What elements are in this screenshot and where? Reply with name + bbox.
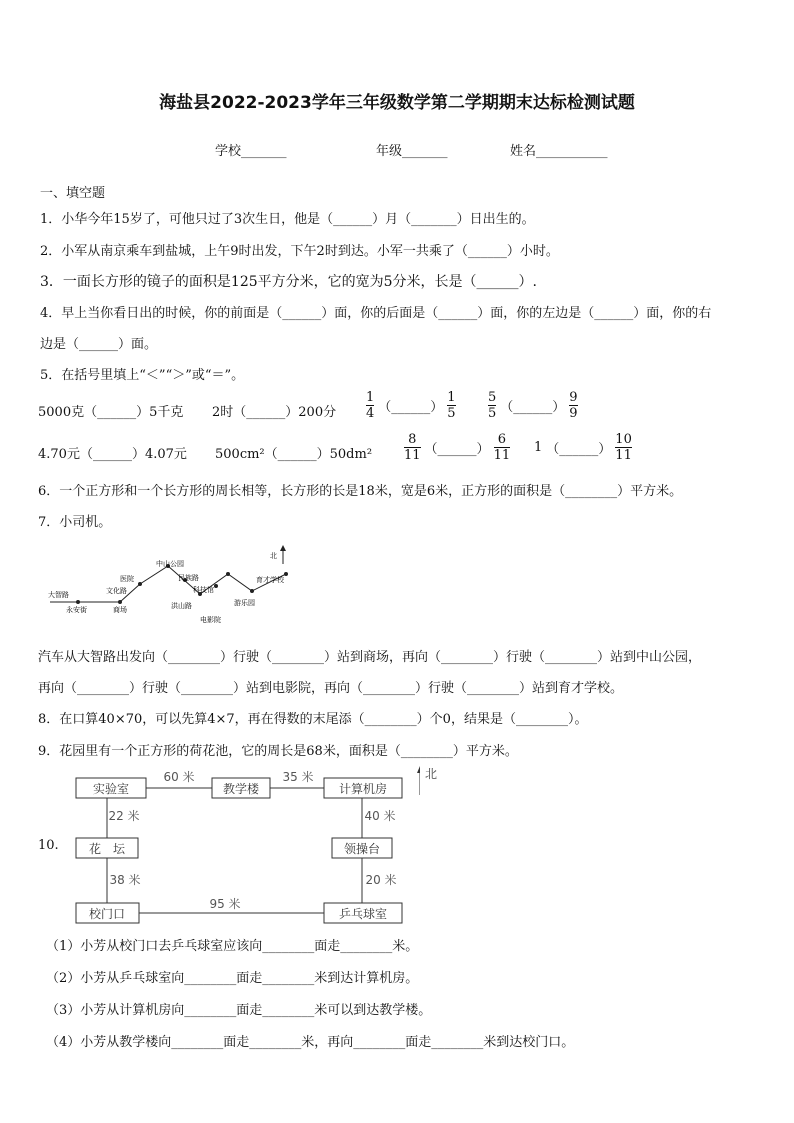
- campus-north-text: 北: [425, 767, 438, 781]
- box-label: 校门口: [88, 907, 126, 921]
- distance-label: 35 米: [282, 770, 314, 784]
- map-label: 洪山路: [171, 602, 192, 610]
- question-10: 10.: [38, 838, 59, 853]
- compare-area: 500cm²（______）50dm²: [215, 447, 373, 462]
- map-label: 中山公园: [156, 560, 184, 568]
- grade-field: 年级_______: [376, 144, 448, 159]
- box-label: 乒乓球室: [338, 907, 388, 921]
- question-7-line-2: 再向（________）行驶（________）站到电影院，再向（________）行驶（________）站到育才学校。: [38, 681, 624, 696]
- page-title: 海盐县2022-2023学年三年级数学第二学期期末达标检测试题: [159, 93, 635, 113]
- question-10-part-1: （1）小芳从校门口去乒乓球室应该向________面走________米。: [46, 939, 419, 954]
- north-arrow-icon: [280, 545, 286, 551]
- distance-label: 38 米: [109, 873, 141, 887]
- distance-label: 60 米: [163, 770, 195, 784]
- fraction: $\frac{6}{11}$: [493, 432, 511, 463]
- question-2: 2．小军从南京乘车到盐城，上午9时出发，下午2时到达。小军一共乘了（______）小时。: [40, 244, 559, 259]
- map-label: 医院: [120, 575, 134, 583]
- school-field: 学校_______: [215, 144, 287, 159]
- compare-fractions-3: $\frac{8}{11}$ （______） $\frac{6}{11}$: [404, 432, 511, 463]
- campus-map: [40, 765, 420, 933]
- question-4-line-2: 边是（______）面。: [40, 337, 158, 352]
- map-label: 民族路: [178, 574, 199, 582]
- distance-label: 95 米: [209, 897, 241, 911]
- question-7: 7．小司机。: [38, 515, 112, 530]
- route-map: [40, 544, 310, 630]
- name-field: 姓名___________: [510, 144, 608, 159]
- fraction: $\frac{5}{5}$: [488, 390, 497, 421]
- map-label: 文化路: [106, 587, 127, 595]
- distance-label: 40 米: [364, 809, 396, 823]
- question-9: 9．花园里有一个正方形的荷花池，它的周长是68米，面积是（________）平方米。: [38, 744, 518, 759]
- compare-mass: 5000克（______）5千克: [38, 405, 184, 420]
- question-6: 6．一个正方形和一个长方形的周长相等，长方形的长是18米，宽是6米，正方形的面积是（________）平方米。: [38, 484, 683, 499]
- map-label: 商场: [113, 606, 127, 614]
- map-label: 游乐园: [234, 599, 255, 607]
- question-1: 1．小华今年15岁了，可他只过了3次生日，他是（______）月（_______）日出生的。: [40, 212, 535, 227]
- box-label: 花 坛: [88, 842, 126, 856]
- box-label: 实验室: [92, 782, 130, 796]
- map-label: 电影院: [200, 616, 221, 624]
- question-10-part-4: （4）小芳从教学楼向________面走________米，再向________面走________米到达校门口。: [46, 1035, 575, 1050]
- question-4-line-1: 4．早上当你看日出的时候，你的前面是（______）面，你的后面是（______）面，你的左边是（______）面，你的右: [40, 306, 712, 321]
- section-heading: 一、填空题: [40, 186, 106, 201]
- compare-fractions-1: $\frac{1}{4}$ （______） $\frac{1}{5}$: [366, 390, 456, 421]
- question-5: 5．在括号里填上“＜”“＞”或“＝”。: [40, 368, 245, 383]
- fraction: $\frac{9}{9}$: [569, 390, 578, 421]
- distance-label: 22 米: [108, 809, 140, 823]
- question-3: 3．一面长方形的镜子的面积是125平方分米，它的宽为5分米，长是（______）.: [40, 274, 537, 290]
- map-label: 大智路: [48, 591, 69, 599]
- map-label: 永安街: [66, 606, 87, 614]
- north-arrow-icon: [417, 766, 420, 773]
- question-7-line-1: 汽车从大智路出发向（________）行驶（________）站到商场，再向（________）行驶（________）站到中山公园，: [38, 650, 702, 665]
- question-8: 8．在口算40×70，可以先算4×7，再在得数的末尾添（________）个0，结果是（________）。: [38, 712, 588, 727]
- compare-time: 2时（______）200分: [212, 405, 337, 420]
- route-line: [50, 566, 286, 602]
- compare-fractions-2: $\frac{5}{5}$ （______） $\frac{9}{9}$: [488, 390, 578, 421]
- map-north-label: 北: [270, 552, 277, 560]
- box-label: 计算机房: [338, 782, 388, 796]
- box-label: 领操台: [343, 842, 381, 856]
- question-10-part-3: （3）小芳从计算机房向________面走________米可以到达教学楼。: [46, 1003, 432, 1018]
- box-label: 教学楼: [222, 782, 260, 796]
- map-label: 科技馆: [193, 586, 214, 594]
- fraction: $\frac{10}{11}$: [615, 432, 632, 463]
- fraction: $\frac{1}{4}$: [366, 390, 375, 421]
- distance-label: 20 米: [365, 873, 397, 887]
- question-10-part-2: （2）小芳从乒乓球室向________面走________米到达计算机房。: [46, 971, 419, 986]
- fraction: $\frac{1}{5}$: [447, 390, 456, 421]
- compare-fractions-4: 1 （______） $\frac{10}{11}$: [534, 432, 632, 463]
- fraction: $\frac{8}{11}$: [404, 432, 421, 463]
- map-label: 育才学校: [256, 576, 284, 584]
- compare-money: 4.70元（______）4.07元: [38, 447, 187, 462]
